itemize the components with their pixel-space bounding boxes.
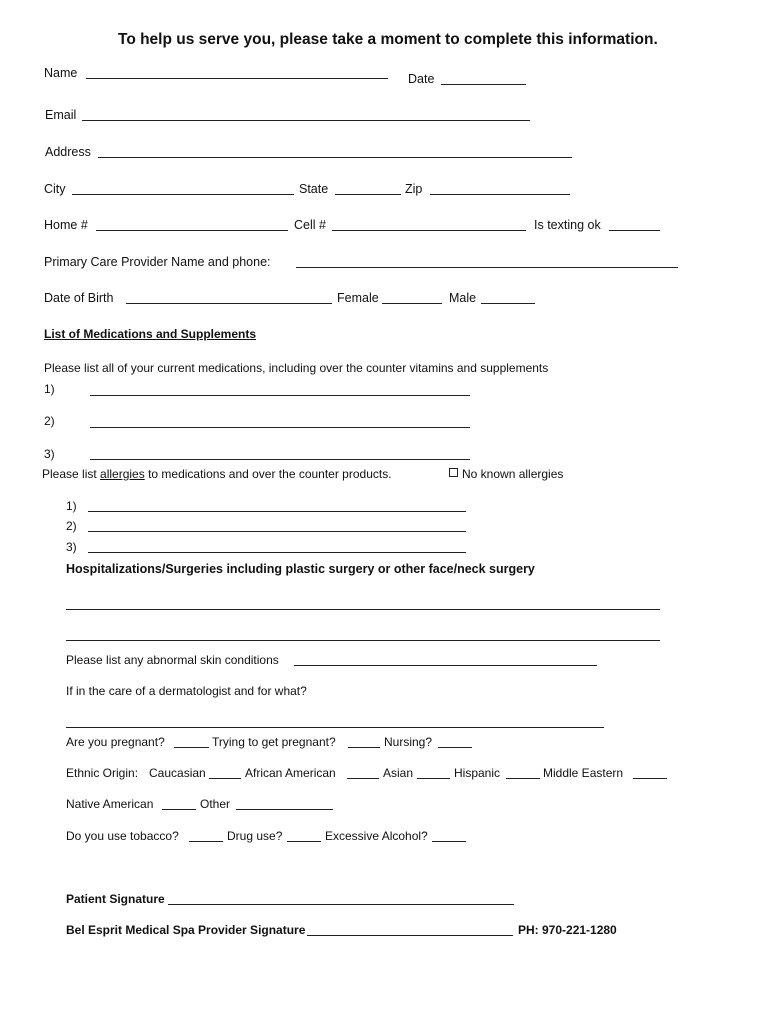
pregnant-field[interactable]	[174, 747, 209, 748]
female-label: Female	[337, 291, 379, 305]
allergies-instruction: Please list allergies to medications and over the counter products.	[42, 467, 392, 481]
city-label: City	[44, 182, 66, 196]
medication-field-2[interactable]	[90, 427, 470, 428]
hispanic-field[interactable]	[506, 778, 540, 779]
address-field[interactable]	[98, 157, 572, 158]
alcohol-label: Excessive Alcohol?	[325, 829, 428, 843]
ethnic-option-label: African American	[245, 766, 336, 780]
pcp-field[interactable]	[296, 267, 678, 268]
native-american-field[interactable]	[162, 809, 196, 810]
pcp-label: Primary Care Provider Name and phone:	[44, 255, 271, 269]
patient-signature-label: Patient Signature	[66, 892, 165, 906]
provider-signature-label: Bel Esprit Medical Spa Provider Signature	[66, 923, 306, 937]
nursing-field[interactable]	[438, 747, 472, 748]
pregnant-label: Are you pregnant?	[66, 735, 165, 749]
home-phone-label: Home #	[44, 218, 88, 232]
state-label: State	[299, 182, 329, 196]
dob-field[interactable]	[126, 303, 332, 304]
ethnic-option-label: Other	[200, 797, 231, 811]
home-phone-field[interactable]	[96, 230, 288, 231]
medication-field-3[interactable]	[90, 459, 470, 460]
city-field[interactable]	[72, 194, 294, 195]
drug-use-field[interactable]	[287, 841, 321, 842]
state-field[interactable]	[335, 194, 401, 195]
allergy-item-number: 2)	[66, 519, 77, 533]
form-title: To help us serve you, please take a moment to complete this information.	[118, 31, 658, 48]
no-known-allergies-option[interactable]: No known allergies	[449, 468, 563, 480]
name-label: Name	[44, 66, 78, 80]
ethnic-option-label: Caucasian	[149, 766, 206, 780]
other-ethnicity-field[interactable]	[236, 809, 333, 810]
zip-field[interactable]	[430, 194, 570, 195]
drug-use-label: Drug use?	[227, 829, 283, 843]
patient-signature-field[interactable]	[168, 904, 514, 905]
caucasian-field[interactable]	[209, 778, 241, 779]
ethnic-option-label: Asian	[383, 766, 414, 780]
allergy-item-number: 1)	[66, 499, 77, 513]
dermatologist-label: If in the care of a dermatologist and for what?	[66, 684, 307, 698]
nursing-label: Nursing?	[384, 735, 433, 749]
ethnic-option-label: Middle Eastern	[543, 766, 624, 780]
skin-conditions-field[interactable]	[294, 665, 597, 666]
trying-pregnant-field[interactable]	[348, 747, 380, 748]
checkbox-icon[interactable]	[449, 468, 458, 477]
asian-field[interactable]	[417, 778, 450, 779]
skin-conditions-label: Please list any abnormal skin conditions	[66, 653, 279, 667]
email-label: Email	[45, 108, 77, 122]
address-label: Address	[45, 145, 91, 159]
tobacco-label: Do you use tobacco?	[66, 829, 179, 843]
male-label: Male	[449, 291, 477, 305]
medication-item-number: 3)	[44, 447, 55, 461]
hospitalizations-heading: Hospitalizations/Surgeries including plastic surgery or other face/neck surgery	[66, 562, 535, 576]
ethnic-origin-label: Ethnic Origin:	[66, 766, 139, 780]
provider-signature-field[interactable]	[307, 935, 513, 936]
hospitalizations-field-1[interactable]	[66, 609, 660, 610]
medication-field-1[interactable]	[90, 395, 470, 396]
middle-eastern-field[interactable]	[633, 778, 667, 779]
medications-instruction: Please list all of your current medications, including over the counter vitamins and supplements	[44, 361, 549, 375]
female-field[interactable]	[382, 303, 442, 304]
provider-phone: PH: 970-221-1280	[518, 923, 617, 937]
hospitalizations-field-2[interactable]	[66, 640, 660, 641]
medication-item-number: 2)	[44, 414, 55, 428]
allergy-field-3[interactable]	[88, 552, 466, 553]
medication-item-number: 1)	[44, 382, 55, 396]
cell-phone-label: Cell #	[294, 218, 326, 232]
allergy-field-2[interactable]	[88, 531, 466, 532]
african-american-field[interactable]	[347, 778, 379, 779]
allergy-item-number: 3)	[66, 540, 77, 554]
dob-label: Date of Birth	[44, 291, 114, 305]
tobacco-field[interactable]	[189, 841, 223, 842]
texting-field[interactable]	[609, 230, 660, 231]
cell-phone-field[interactable]	[332, 230, 526, 231]
date-label: Date	[408, 72, 435, 86]
alcohol-field[interactable]	[432, 841, 466, 842]
allergy-field-1[interactable]	[88, 511, 466, 512]
zip-label: Zip	[405, 182, 423, 196]
dermatologist-field[interactable]	[66, 727, 604, 728]
male-field[interactable]	[481, 303, 535, 304]
ethnic-option-label: Hispanic	[454, 766, 501, 780]
medications-heading: List of Medications and Supplements	[44, 327, 257, 341]
date-field[interactable]	[441, 84, 526, 85]
ethnic-option-label: Native American	[66, 797, 154, 811]
trying-pregnant-label: Trying to get pregnant?	[212, 735, 336, 749]
name-field[interactable]	[86, 78, 388, 79]
email-field[interactable]	[82, 120, 530, 121]
texting-label: Is texting ok	[534, 218, 601, 232]
